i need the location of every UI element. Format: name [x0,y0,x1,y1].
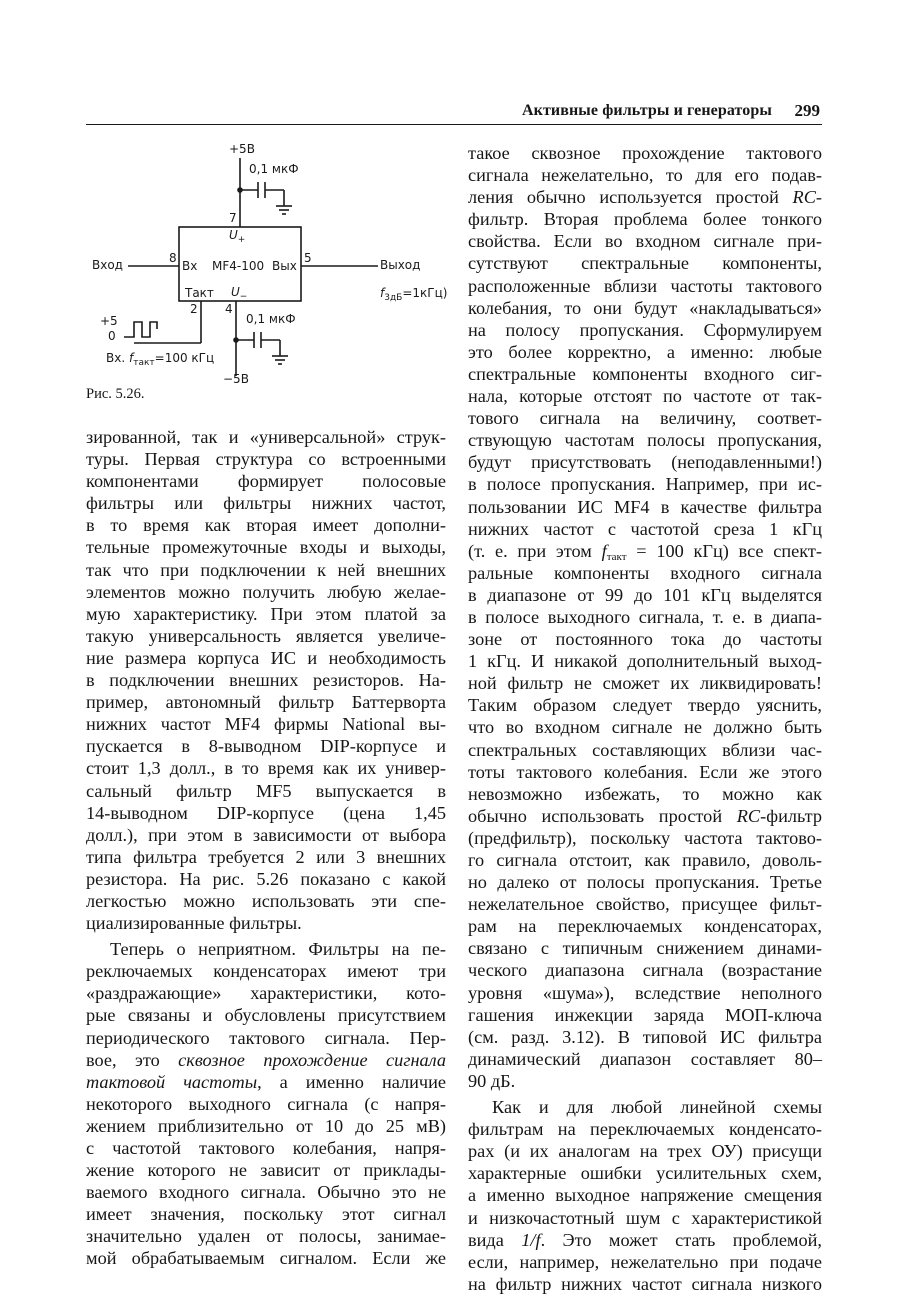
text-line: в то время как вторая имеет дополни- [86,515,446,536]
f3db-label: $f_{3дБ}=1кГц$) [380,286,448,303]
pin7-label: 7 [229,211,237,225]
right-text-column [468,142,822,1295]
text-line: мой обрабатываемым сигналом. Если же [86,1248,446,1269]
text-line: и низкочастотный шум с характеристикой [468,1207,822,1228]
text-line: легкостью можно использовать эти спе- [86,890,446,911]
text-line: ствующую частотам полосы пропускания, [468,430,822,451]
running-head-title: Активные фильтры и генераторы [522,102,772,119]
text-line: реключаемых конденсаторах имеют три [86,961,446,982]
text-line: пускается в 8-выводном DIP-корпусе и [86,736,446,757]
paragraph-start-line: Как и для любой линейной схемы [492,1097,822,1118]
text-line: жением приблизительно от 10 до 25 мВ) [86,1115,446,1136]
text-line: сальный фильтр MF5 выпускается в [86,780,446,801]
left-text-column [86,426,446,1270]
junction-dot-top [237,187,243,193]
text-line: будут присутствовать (неподавленными!) [468,452,822,473]
text-line: нала, которые отстоят по частоте от так- [468,386,822,407]
text-line: «раздражающие» характеристики, кото- [86,983,446,1004]
text-line: (см. разд. 3.12). В типовой ИС фильтра [468,1026,822,1047]
text-line: фильтры или фильтры нижних частот, [86,493,446,514]
text-line: невозможно избежать, то можно как [468,783,822,804]
text-line: характерные ошибки усилительных схем, [468,1163,822,1184]
text-line: а именно выходное напряжение смещения [468,1185,822,1206]
pin4-label: 4 [225,302,233,316]
text-line: если, например, нежелательно при подаче [468,1251,822,1272]
text-line: туры. Первая структура со встроенными [86,449,446,470]
text-line: так что при подключении к ней внешних [86,559,446,580]
text-line: в полосе выходного сигнала, т. е. в диапа- [468,606,822,627]
text-line: имеет значения, поскольку этот сигнал [86,1204,446,1225]
text-line: это более корректно, а именно: любые [468,341,822,362]
text-line: тоты тактового колебания. Если же этого [468,761,822,782]
text-line: ления обычно используется простой RC- [468,187,822,208]
text-line: сутствуют спектральные компоненты, [468,253,822,274]
running-head [86,100,822,125]
text-line: 90 дБ. [468,1070,516,1091]
text-line: на фильтр нижних частот сигнала низкого [468,1273,822,1294]
text-line: в диапазоне от 99 до 101 кГц выделятся [468,584,822,605]
text-line: фильтрам на переключаемых конденсато- [468,1119,822,1140]
text-line: такую универсальность является увеличе- [86,625,446,646]
text-line: резистора. На рис. 5.26 показано с какой [86,868,446,889]
text-line: рах (и их аналогам на трех ОУ) присущи [468,1141,822,1162]
text-line: некоторого выходного сигнала (с напря- [86,1093,446,1114]
text-line: Таким образом следует твердо уяснить, [468,695,822,716]
clock-pin-label: Такт [185,286,214,300]
text-line: (предфильтр), поскольку частота тактово- [468,827,822,848]
text-line: с частотой тактового колебания, напря- [86,1138,446,1158]
text-line: тактовой частоты, а именно наличие [86,1071,446,1092]
text-line: обычно использовать простой RC-фильтр [468,805,822,826]
text-line: типа фильтра требуется 2 или 3 внешних [86,846,446,867]
text-line: периодического тактового сигнала. Пер- [86,1027,446,1048]
clock-input-label: Вх. $f_{такт}=100$ кГц [106,351,215,368]
text-line: гашения инжекции заряда МОП-ключа [468,1004,822,1025]
out-pin-label: Вых [272,259,297,273]
u-plus-label: $U_+$ [229,228,246,245]
text-line: фильтр. Вторая проблема более тонкого [468,209,822,230]
text-line: уровня «шума»), вследствие неполного [468,982,822,1003]
text-line: спектральных составляющих вблизи час- [468,739,822,760]
page-number: 299 [794,101,820,120]
text-line: расположенные вблизи частоты тактового [468,275,822,296]
pin8-label: 8 [169,251,177,265]
text-line: 14-выводном DIP-корпусе (цена 1,45 [86,802,446,823]
text-line: тового сигнала на величину, соответ- [468,408,822,429]
input-label: Вход [92,258,123,272]
text-line: сигнала нежелательно, то для его подав- [468,165,822,186]
clock-low-label: 0 [108,329,116,343]
text-line: ние размера корпуса ИС и необходимость [86,647,446,668]
vminus-label: −5В [223,372,249,386]
text-line: циализированные фильтры. [86,913,302,934]
text-line: мую характеристику. При этом платой за [86,603,446,624]
text-line: элементов можно получить любую желае- [86,581,446,602]
text-line: пример, автономный фильтр Баттерворта [86,692,446,713]
emphasis-text: сквозное прохождение сигнала [178,1049,446,1070]
text-line: спектральные компоненты входного сиг- [468,363,822,384]
emphasis-text: тактовой частоты [86,1071,258,1092]
text-line: что во входном сигнале не должно быть [468,717,822,738]
text-line: зированной, так и «универсальной» струк- [86,427,446,447]
text-line: стоит 1,3 долл., в то время как их универ- [86,758,446,779]
text-line: колебания, то они будут «накладываться» [468,297,822,318]
text-line: долл.), при этом в зависимости от выбора [86,824,446,845]
pin2-label: 2 [190,302,198,316]
text-line: нижних частот MF4 фирмы National вы- [86,714,446,735]
circuit-figure [86,138,456,408]
pin5-label: 5 [304,251,312,265]
text-line: свойства. Если во входном сигнале при- [468,231,822,252]
paragraph-start-line: Теперь о неприятном. Фильтры на пе- [110,939,446,960]
u-minus-label: $U_-$ [231,285,248,302]
text-line: такое сквозное прохождение тактового [468,143,822,163]
cap-top-label: 0,1 мкФ [249,162,299,176]
output-label: Выход [380,258,421,272]
text-line: в подключении внешних резисторов. На- [86,670,446,691]
text-line: тельные промежуточные входы и выходы, [86,537,446,558]
text-line: на полосу пропускания. Сформулируем [468,319,822,340]
text-line: ной фильтр не сможет их ликвидировать! [468,673,822,694]
text-line: ческого диапазона сигнала (возрастание [468,960,822,981]
text-line: компонентами формирует полосовые [86,471,446,492]
text-line: вида 1/f. Это может стать проблемой, [468,1229,822,1250]
text-line: пользовании ИС MF4 в качестве фильтра [468,496,822,517]
text-line: (т. е. при этом $f_{такт} = 100$ кГц) все спект- [468,540,822,563]
text-line: зоне от постоянного тока до частоты [468,629,822,650]
junction-dot-bottom [233,337,239,343]
text-line: связано с типичным снижением динами- [468,938,822,959]
text-line: рам на переключаемых конденсаторах, [468,916,822,937]
text-line: в полосе пропускания. Например, при ис- [468,474,822,495]
text-line: но далеко от полосы пропускания. Третье [468,872,822,893]
vplus-label: +5В [229,142,255,156]
text-line: ральные компоненты входного сигнала [468,562,822,583]
text-line: нежелательное свойство, присущее фильт- [468,894,822,915]
clock-high-label: +5 [100,314,118,328]
cap-bottom-label: 0,1 мкФ [246,312,296,326]
text-line: ваемого входного сигнала. Обычно это не [86,1182,446,1203]
chip-name: MF4-100 [212,259,265,273]
text-line: 1 кГц. И никакой дополнительный выход- [468,651,822,672]
in-pin-label: Вх [182,259,198,273]
text-line: динамический диапазон составляет 80– [468,1048,822,1069]
text-line: го сигнала отстоит, как правило, доволь- [468,850,822,870]
text-line: рые связаны и обусловлены присутствием [86,1005,446,1026]
figure-caption: Рис. 5.26. [86,386,145,402]
text-line: значительно удален от полосы, занимае- [86,1226,446,1247]
text-line: вое, это сквозное прохождение сигнала [86,1049,446,1070]
text-line: жение которого не зависит от приклады- [86,1160,446,1181]
text-line: нижних частот с частотой среза 1 кГц [468,518,822,539]
